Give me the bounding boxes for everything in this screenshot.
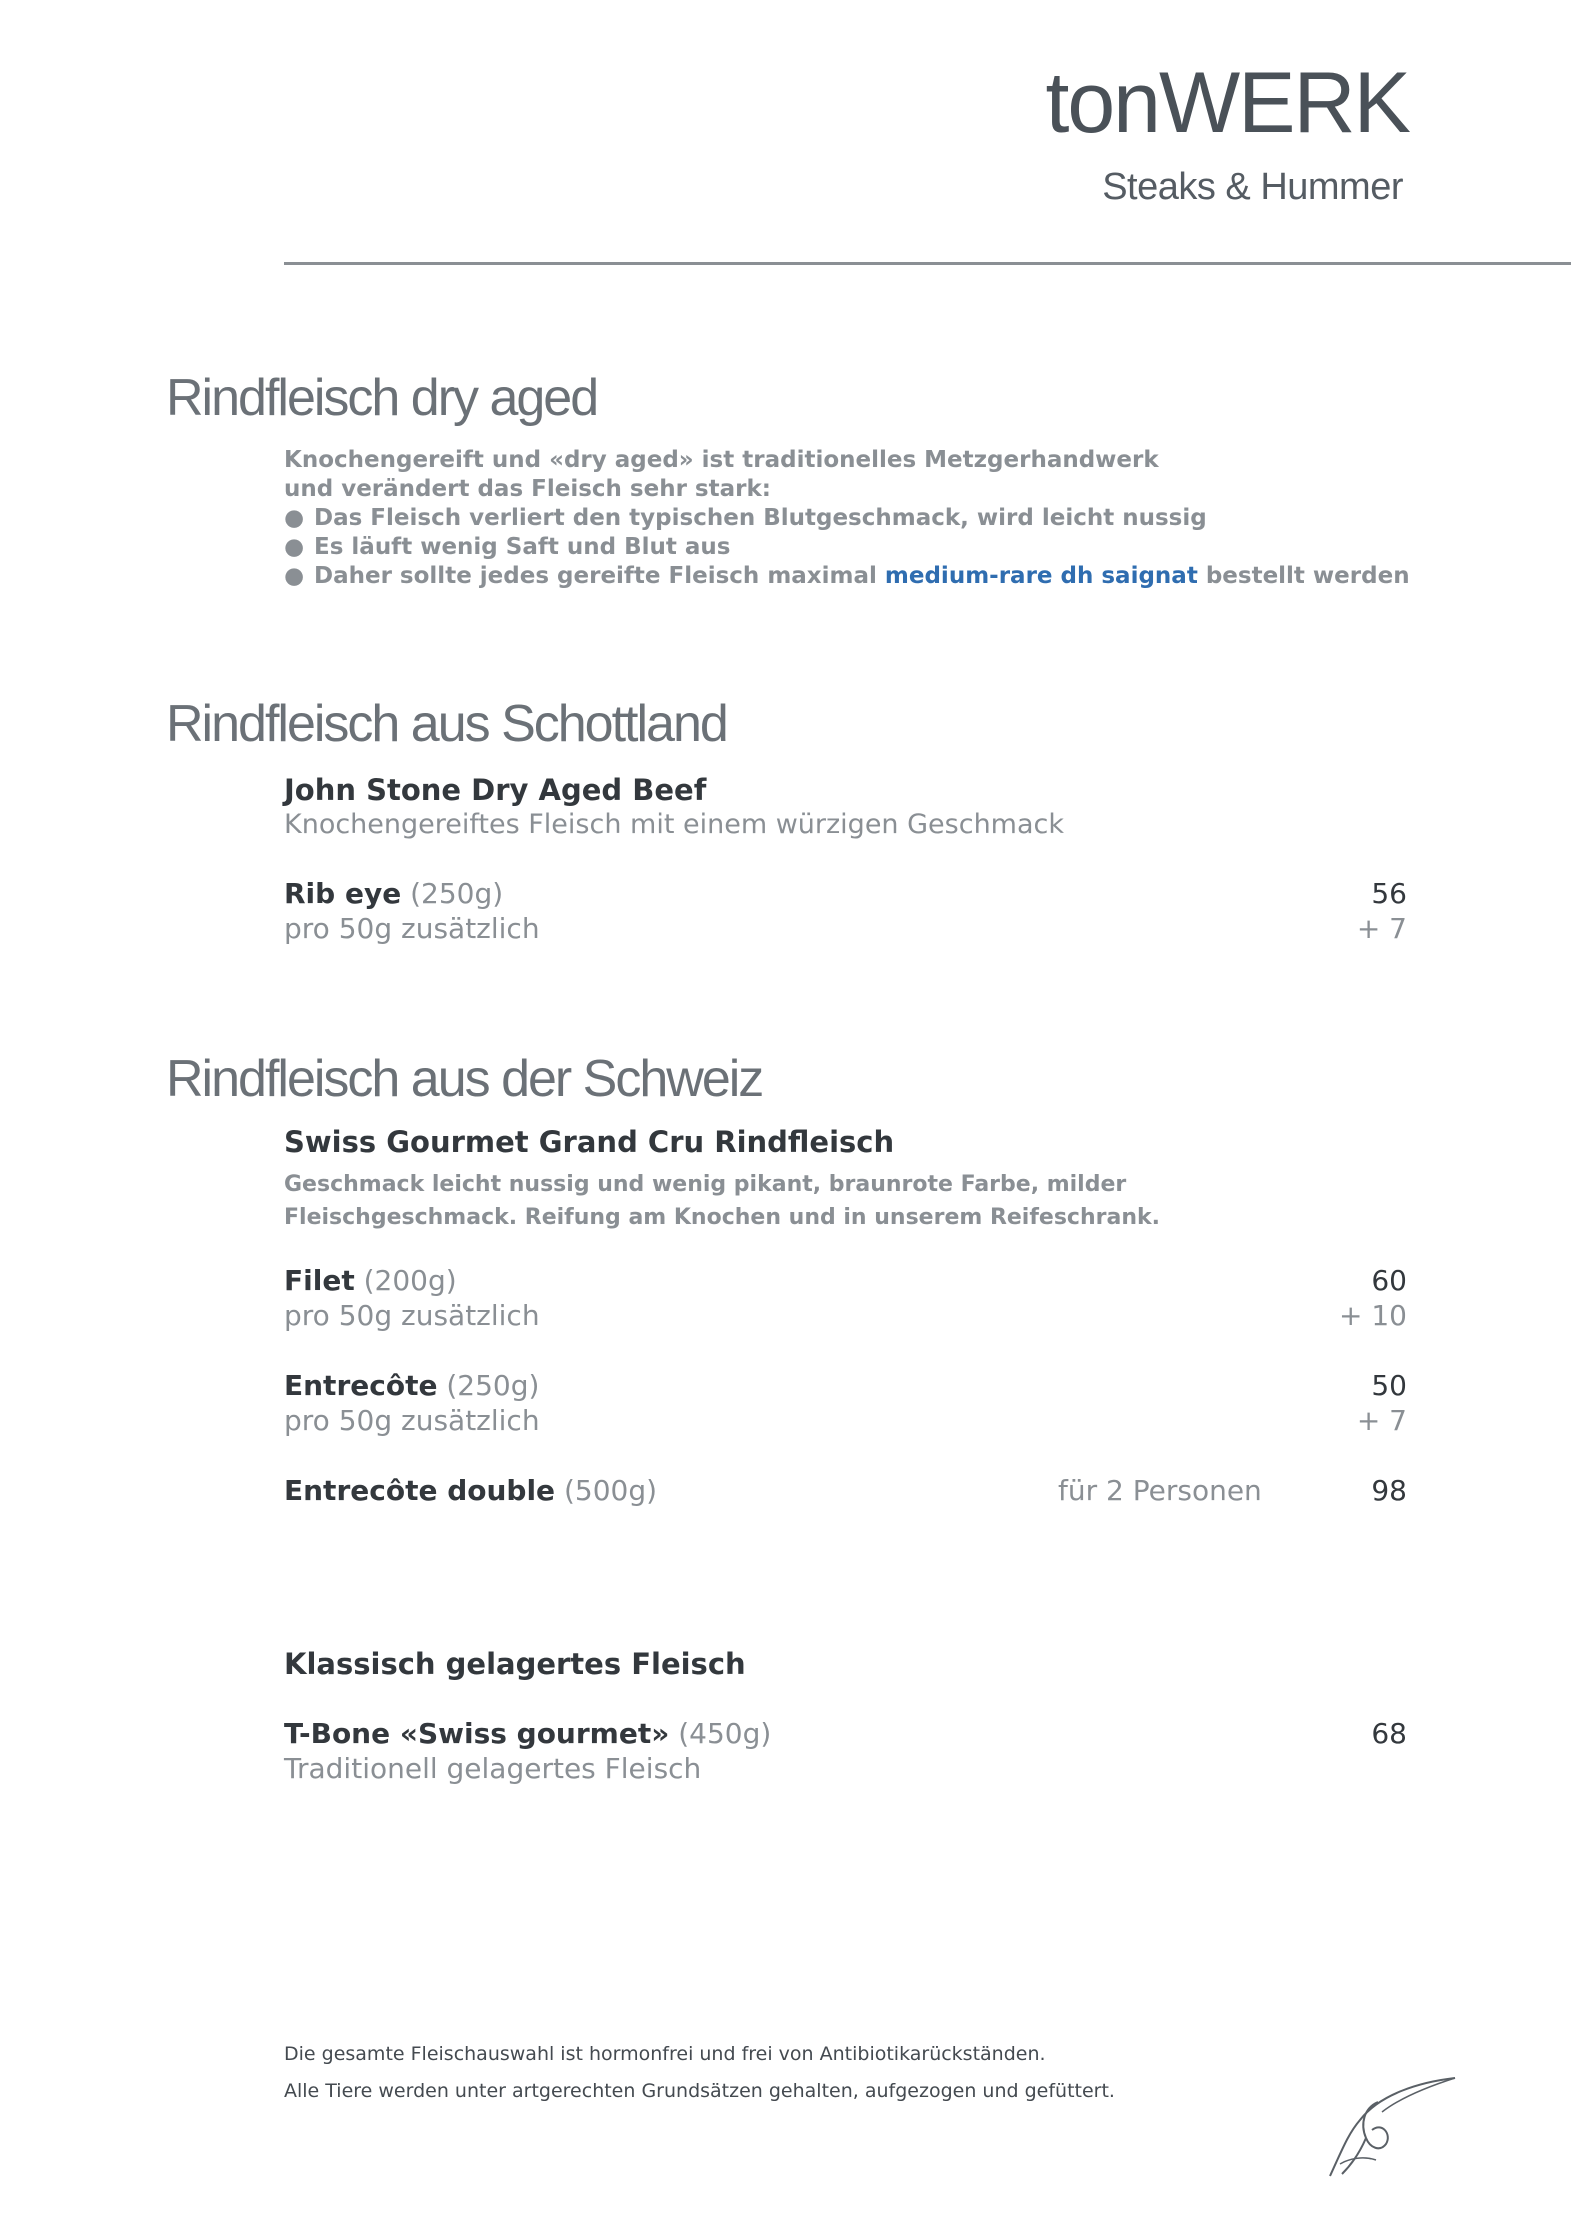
dry-aged-intro <box>284 446 1410 591</box>
menu-item-extra: pro 50g zusätzlich + 7 <box>284 912 1407 945</box>
beef-subtitle: John Stone Dry Aged Beef <box>284 773 707 807</box>
classic-subtitle: Klassisch gelagertes Fleisch <box>284 1647 746 1681</box>
heron-logo-icon <box>1320 2072 1460 2182</box>
menu-item: Rib eye (250g) 56 <box>284 877 1407 910</box>
logo-title: tonWERK <box>1045 55 1409 151</box>
intro-line-1: Knochengereift und «dry aged» ist traditionelles Metzgerhandwerk <box>284 447 1159 473</box>
menu-item: Entrecôte (250g) 50 <box>284 1369 1407 1402</box>
swiss-description: Geschmack leicht nussig und wenig pikant, braunrote Farbe, milder Fleischgeschmack. Reifung am Knochen und in unserem Reifeschrank. <box>284 1172 1160 1230</box>
beef-description: Knochengereiftes Fleisch mit einem würzigen Geschmack <box>284 809 1065 840</box>
footer-note: Die gesamte Fleischauswahl ist hormonfrei und frei von Antibiotikarückständen. Alle Tiere werden unter artgerechten Grundsätzen gehalten, aufgezogen und gefüttert. <box>284 2043 1115 2102</box>
menu-item-extra: pro 50g zusätzlich + 10 <box>284 1299 1407 1332</box>
section-title-dry-aged: Rindfleisch dry aged <box>166 369 598 427</box>
menu-item-extra: Traditionell gelagertes Fleisch <box>284 1752 702 1785</box>
header-divider <box>284 262 1571 265</box>
intro-bullet-1: ● Das Fleisch verliert den typischen Blutgeschmack, wird leicht nussig <box>284 505 1207 531</box>
swiss-subtitle: Swiss Gourmet Grand Cru Rindfleisch <box>284 1125 895 1159</box>
item-price: 98 <box>1371 1474 1407 1507</box>
intro-bullet-2: ● Es läuft wenig Saft und Blut aus <box>284 534 731 560</box>
intro-bullet-3: ● Daher sollte jedes gereifte Fleisch maximal medium-rare dh saignat bestellt werden <box>284 563 1410 589</box>
item-price: 60 <box>1371 1264 1407 1297</box>
menu-item: Filet (200g) 60 <box>284 1264 1407 1297</box>
logo-subtitle: Steaks & Hummer <box>1102 166 1403 208</box>
intro-line-2: und verändert das Fleisch sehr stark: <box>284 476 771 502</box>
doneness-highlight: medium-rare dh saignat <box>884 563 1198 589</box>
section-title-schottland: Rindfleisch aus Schottland <box>166 695 727 753</box>
item-price: 68 <box>1371 1717 1407 1750</box>
menu-item: Entrecôte double (500g) für 2 Personen 98 <box>284 1474 1407 1507</box>
item-price: 56 <box>1371 877 1407 910</box>
section-title-schweiz: Rindfleisch aus der Schweiz <box>166 1050 763 1108</box>
menu-item-extra: pro 50g zusätzlich + 7 <box>284 1404 1407 1437</box>
item-note: für 2 Personen <box>1058 1474 1262 1507</box>
menu-item: T-Bone «Swiss gourmet» (450g) 68 <box>284 1717 1407 1750</box>
item-price: 50 <box>1371 1369 1407 1402</box>
